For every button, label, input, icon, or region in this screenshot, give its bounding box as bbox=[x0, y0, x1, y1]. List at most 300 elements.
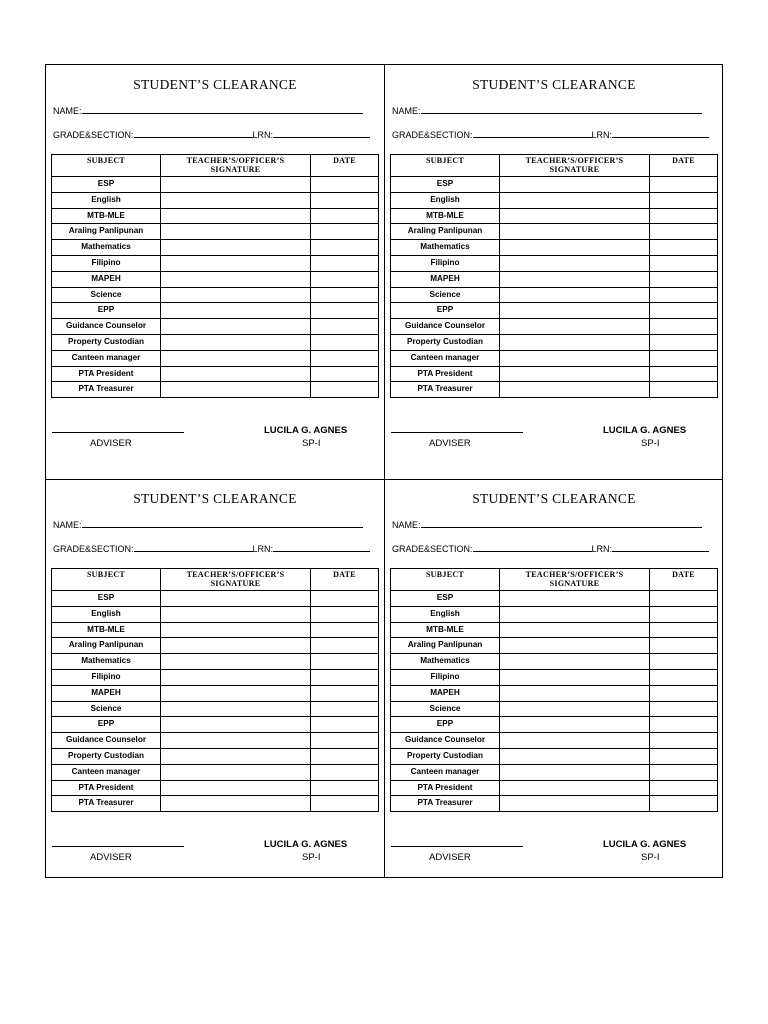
signature-cell[interactable] bbox=[500, 350, 650, 366]
signature-header: TEACHER’S/OFFICER’S SIGNATURE bbox=[500, 569, 650, 591]
date-header: DATE bbox=[650, 569, 718, 591]
subject-cell: Science bbox=[52, 701, 161, 717]
clearance-card bbox=[385, 65, 723, 479]
table-row bbox=[391, 748, 718, 764]
signature-cell[interactable] bbox=[500, 717, 650, 733]
subject-cell: Science bbox=[391, 701, 500, 717]
signatory-title: SP-I bbox=[641, 852, 660, 863]
date-cell[interactable] bbox=[311, 717, 379, 733]
table-row bbox=[52, 208, 379, 224]
adviser-signature-line[interactable] bbox=[52, 846, 184, 847]
table-row bbox=[52, 287, 379, 303]
date-cell[interactable] bbox=[311, 638, 379, 654]
clearance-card bbox=[46, 479, 384, 893]
table-row bbox=[391, 764, 718, 780]
adviser-signature-line[interactable] bbox=[52, 432, 184, 433]
signature-cell[interactable] bbox=[500, 271, 650, 287]
table-row bbox=[391, 606, 718, 622]
date-cell[interactable] bbox=[311, 701, 379, 717]
table-row bbox=[391, 780, 718, 796]
table-row bbox=[391, 733, 718, 749]
clearance-card bbox=[385, 479, 723, 893]
date-cell[interactable] bbox=[650, 177, 718, 193]
table-row bbox=[52, 350, 379, 366]
signature-cell[interactable] bbox=[161, 287, 311, 303]
table-row bbox=[391, 177, 718, 193]
date-cell[interactable] bbox=[311, 319, 379, 335]
date-cell[interactable] bbox=[311, 733, 379, 749]
table-row bbox=[52, 622, 379, 638]
signature-cell[interactable] bbox=[500, 303, 650, 319]
grade-section-field[interactable] bbox=[53, 543, 370, 554]
table-row bbox=[52, 224, 379, 240]
signature-cell[interactable] bbox=[500, 701, 650, 717]
grade-section-field[interactable] bbox=[392, 129, 709, 140]
table-row bbox=[52, 733, 379, 749]
subject-cell: Guidance Counselor bbox=[52, 733, 161, 749]
subject-cell: Property Custodian bbox=[391, 748, 500, 764]
subject-cell: English bbox=[391, 192, 500, 208]
subject-cell: Araling Panlipunan bbox=[52, 224, 161, 240]
subject-cell: PTA Treasurer bbox=[52, 382, 161, 398]
subject-cell: MTB-MLE bbox=[52, 622, 161, 638]
date-cell[interactable] bbox=[311, 224, 379, 240]
table-row bbox=[52, 796, 379, 812]
lrn-line[interactable] bbox=[612, 543, 709, 552]
subject-cell: English bbox=[52, 606, 161, 622]
signature-cell[interactable] bbox=[161, 303, 311, 319]
date-cell[interactable] bbox=[311, 669, 379, 685]
signature-cell[interactable] bbox=[161, 319, 311, 335]
date-cell[interactable] bbox=[311, 654, 379, 670]
signature-cell[interactable] bbox=[500, 669, 650, 685]
name-line[interactable] bbox=[82, 519, 363, 528]
date-cell[interactable] bbox=[311, 622, 379, 638]
signature-cell[interactable] bbox=[161, 208, 311, 224]
date-header: DATE bbox=[311, 569, 379, 591]
signature-cell[interactable] bbox=[161, 733, 311, 749]
date-cell[interactable] bbox=[311, 748, 379, 764]
signature-cell[interactable] bbox=[161, 382, 311, 398]
table-row bbox=[52, 271, 379, 287]
date-cell[interactable] bbox=[650, 591, 718, 607]
signatory-title: SP-I bbox=[302, 852, 321, 863]
name-field[interactable] bbox=[53, 519, 363, 530]
card-title: STUDENT’S CLEARANCE bbox=[472, 491, 636, 506]
subject-header: SUBJECT bbox=[391, 569, 500, 591]
subject-cell: Filipino bbox=[52, 255, 161, 271]
signature-cell[interactable] bbox=[161, 271, 311, 287]
subject-cell: PTA Treasurer bbox=[391, 796, 500, 812]
grade-section-field[interactable] bbox=[53, 129, 370, 140]
table-row bbox=[391, 685, 718, 701]
subject-cell: English bbox=[52, 192, 161, 208]
date-cell[interactable] bbox=[311, 208, 379, 224]
table-row bbox=[52, 382, 379, 398]
table-header-row bbox=[52, 155, 379, 177]
date-cell[interactable] bbox=[650, 208, 718, 224]
subject-cell: Filipino bbox=[391, 669, 500, 685]
name-label: NAME: bbox=[53, 520, 82, 530]
subject-cell: Canteen manager bbox=[391, 350, 500, 366]
signature-cell[interactable] bbox=[500, 733, 650, 749]
subject-cell: PTA Treasurer bbox=[52, 796, 161, 812]
date-cell[interactable] bbox=[311, 382, 379, 398]
signature-cell[interactable] bbox=[161, 654, 311, 670]
signature-cell[interactable] bbox=[500, 319, 650, 335]
signature-cell[interactable] bbox=[161, 717, 311, 733]
subject-cell: MTB-MLE bbox=[391, 622, 500, 638]
clearance-table bbox=[390, 568, 718, 812]
table-row bbox=[52, 685, 379, 701]
table-row bbox=[391, 669, 718, 685]
grade-section-label: GRADE&SECTION: bbox=[392, 130, 473, 140]
card-title: STUDENT’S CLEARANCE bbox=[133, 77, 297, 92]
lrn-line[interactable] bbox=[273, 543, 370, 552]
adviser-label: ADVISER bbox=[429, 852, 471, 863]
grade-section-field[interactable] bbox=[392, 543, 709, 554]
subject-cell: Canteen manager bbox=[52, 764, 161, 780]
table-row bbox=[391, 638, 718, 654]
date-cell[interactable] bbox=[650, 638, 718, 654]
subject-cell: Mathematics bbox=[52, 654, 161, 670]
date-cell[interactable] bbox=[650, 764, 718, 780]
signature-cell[interactable] bbox=[500, 208, 650, 224]
signature-cell[interactable] bbox=[161, 177, 311, 193]
signature-cell[interactable] bbox=[500, 748, 650, 764]
table-row bbox=[52, 701, 379, 717]
subject-cell: Mathematics bbox=[391, 654, 500, 670]
date-cell[interactable] bbox=[311, 780, 379, 796]
date-cell[interactable] bbox=[650, 622, 718, 638]
subject-cell: EPP bbox=[52, 717, 161, 733]
table-row bbox=[391, 287, 718, 303]
signature-cell[interactable] bbox=[500, 382, 650, 398]
lrn-label: LRN: bbox=[252, 130, 274, 140]
date-cell[interactable] bbox=[311, 192, 379, 208]
signature-cell[interactable] bbox=[500, 177, 650, 193]
table-row bbox=[391, 255, 718, 271]
signature-cell[interactable] bbox=[161, 669, 311, 685]
grade-section-line[interactable] bbox=[134, 129, 253, 138]
table-row bbox=[391, 382, 718, 398]
subject-cell: ESP bbox=[391, 177, 500, 193]
grade-section-label: GRADE&SECTION: bbox=[392, 544, 473, 554]
name-label: NAME: bbox=[53, 106, 82, 116]
date-cell[interactable] bbox=[650, 733, 718, 749]
date-cell[interactable] bbox=[311, 255, 379, 271]
name-label: NAME: bbox=[392, 520, 421, 530]
signature-cell[interactable] bbox=[161, 764, 311, 780]
signature-cell[interactable] bbox=[500, 255, 650, 271]
table-row bbox=[52, 240, 379, 256]
subject-cell: Science bbox=[391, 287, 500, 303]
date-cell[interactable] bbox=[650, 382, 718, 398]
date-header: DATE bbox=[311, 155, 379, 177]
subject-cell: Guidance Counselor bbox=[391, 319, 500, 335]
signatory-name: LUCILA G. AGNES bbox=[264, 425, 348, 436]
signature-header: TEACHER’S/OFFICER’S SIGNATURE bbox=[500, 155, 650, 177]
subject-cell: Property Custodian bbox=[52, 334, 161, 350]
table-row bbox=[391, 701, 718, 717]
date-cell[interactable] bbox=[311, 303, 379, 319]
table-row bbox=[52, 334, 379, 350]
date-cell[interactable] bbox=[311, 796, 379, 812]
subject-cell: EPP bbox=[391, 303, 500, 319]
date-cell[interactable] bbox=[311, 350, 379, 366]
date-cell[interactable] bbox=[650, 717, 718, 733]
date-cell[interactable] bbox=[650, 224, 718, 240]
name-line[interactable] bbox=[421, 519, 702, 528]
clearance-table bbox=[390, 154, 718, 398]
date-cell[interactable] bbox=[650, 303, 718, 319]
signature-header: TEACHER’S/OFFICER’S SIGNATURE bbox=[161, 155, 311, 177]
table-row bbox=[52, 717, 379, 733]
adviser-label: ADVISER bbox=[429, 438, 471, 449]
signature-cell[interactable] bbox=[500, 192, 650, 208]
date-cell[interactable] bbox=[650, 287, 718, 303]
subject-cell: PTA President bbox=[391, 366, 500, 382]
subject-cell: ESP bbox=[52, 177, 161, 193]
subject-cell: ESP bbox=[391, 591, 500, 607]
grade-section-line[interactable] bbox=[134, 543, 253, 552]
table-row bbox=[52, 669, 379, 685]
signature-cell[interactable] bbox=[500, 224, 650, 240]
table-row bbox=[391, 796, 718, 812]
signature-cell[interactable] bbox=[161, 780, 311, 796]
subject-cell: EPP bbox=[391, 717, 500, 733]
date-cell[interactable] bbox=[311, 287, 379, 303]
date-cell[interactable] bbox=[650, 701, 718, 717]
clearance-table bbox=[51, 568, 379, 812]
date-cell[interactable] bbox=[311, 685, 379, 701]
date-cell[interactable] bbox=[650, 255, 718, 271]
table-row bbox=[391, 240, 718, 256]
table-row bbox=[391, 208, 718, 224]
subject-cell: Guidance Counselor bbox=[52, 319, 161, 335]
table-row bbox=[391, 366, 718, 382]
signature-cell[interactable] bbox=[161, 701, 311, 717]
signature-cell[interactable] bbox=[161, 606, 311, 622]
table-row bbox=[391, 303, 718, 319]
signature-cell[interactable] bbox=[161, 240, 311, 256]
signature-cell[interactable] bbox=[161, 591, 311, 607]
signatory-title: SP-I bbox=[302, 438, 321, 449]
signature-cell[interactable] bbox=[500, 606, 650, 622]
subject-cell: MAPEH bbox=[52, 271, 161, 287]
table-row bbox=[391, 622, 718, 638]
table-row bbox=[391, 350, 718, 366]
date-cell[interactable] bbox=[650, 192, 718, 208]
table-header-row bbox=[391, 155, 718, 177]
subject-cell: Canteen manager bbox=[52, 350, 161, 366]
subject-cell: Araling Panlipunan bbox=[52, 638, 161, 654]
table-row bbox=[52, 255, 379, 271]
subject-cell: MAPEH bbox=[391, 685, 500, 701]
adviser-signature-line[interactable] bbox=[391, 846, 523, 847]
signature-cell[interactable] bbox=[500, 685, 650, 701]
subject-cell: MAPEH bbox=[52, 685, 161, 701]
signature-cell[interactable] bbox=[500, 591, 650, 607]
table-row bbox=[391, 192, 718, 208]
signature-cell[interactable] bbox=[161, 638, 311, 654]
signature-cell[interactable] bbox=[500, 366, 650, 382]
grade-section-label: GRADE&SECTION: bbox=[53, 544, 134, 554]
date-cell[interactable] bbox=[650, 240, 718, 256]
subject-cell: MAPEH bbox=[391, 271, 500, 287]
table-row bbox=[52, 319, 379, 335]
subject-cell: Property Custodian bbox=[52, 748, 161, 764]
table-row bbox=[52, 748, 379, 764]
subject-cell: MTB-MLE bbox=[52, 208, 161, 224]
date-cell[interactable] bbox=[650, 654, 718, 670]
adviser-signature-line[interactable] bbox=[391, 432, 523, 433]
date-cell[interactable] bbox=[650, 319, 718, 335]
signature-cell[interactable] bbox=[161, 350, 311, 366]
name-line[interactable] bbox=[82, 105, 363, 114]
date-cell[interactable] bbox=[650, 350, 718, 366]
date-cell[interactable] bbox=[311, 334, 379, 350]
table-row bbox=[52, 764, 379, 780]
table-row bbox=[391, 654, 718, 670]
table-header-row bbox=[391, 569, 718, 591]
signature-cell[interactable] bbox=[500, 287, 650, 303]
subject-cell: MTB-MLE bbox=[391, 208, 500, 224]
table-row bbox=[52, 303, 379, 319]
subject-cell: Guidance Counselor bbox=[391, 733, 500, 749]
clearance-card bbox=[46, 65, 384, 479]
date-cell[interactable] bbox=[650, 685, 718, 701]
lrn-label: LRN: bbox=[591, 544, 613, 554]
signature-cell[interactable] bbox=[500, 780, 650, 796]
subject-header: SUBJECT bbox=[391, 155, 500, 177]
subject-cell: ESP bbox=[52, 591, 161, 607]
subject-cell: PTA President bbox=[52, 366, 161, 382]
table-row bbox=[391, 224, 718, 240]
name-field[interactable] bbox=[392, 519, 702, 530]
clearance-table bbox=[51, 154, 379, 398]
table-row bbox=[52, 177, 379, 193]
table-row bbox=[52, 654, 379, 670]
subject-cell: Canteen manager bbox=[391, 764, 500, 780]
table-row bbox=[391, 717, 718, 733]
date-cell[interactable] bbox=[650, 366, 718, 382]
subject-cell: PTA President bbox=[391, 780, 500, 796]
date-cell[interactable] bbox=[311, 366, 379, 382]
table-row bbox=[391, 591, 718, 607]
subject-header: SUBJECT bbox=[52, 569, 161, 591]
signatory-name: LUCILA G. AGNES bbox=[264, 839, 348, 850]
signature-cell[interactable] bbox=[161, 796, 311, 812]
subject-cell: Mathematics bbox=[52, 240, 161, 256]
subject-cell: Mathematics bbox=[391, 240, 500, 256]
name-field[interactable] bbox=[392, 105, 702, 116]
table-header-row bbox=[52, 569, 379, 591]
date-cell[interactable] bbox=[650, 780, 718, 796]
subject-cell: PTA President bbox=[52, 780, 161, 796]
signatory-name: LUCILA G. AGNES bbox=[603, 425, 687, 436]
card-title: STUDENT’S CLEARANCE bbox=[472, 77, 636, 92]
name-line[interactable] bbox=[421, 105, 702, 114]
signatory-title: SP-I bbox=[641, 438, 660, 449]
signature-cell[interactable] bbox=[500, 654, 650, 670]
table-row bbox=[391, 319, 718, 335]
lrn-line[interactable] bbox=[612, 129, 709, 138]
subject-cell: PTA Treasurer bbox=[391, 382, 500, 398]
signature-cell[interactable] bbox=[500, 334, 650, 350]
signature-cell[interactable] bbox=[500, 240, 650, 256]
subject-cell: English bbox=[391, 606, 500, 622]
date-cell[interactable] bbox=[650, 334, 718, 350]
date-header: DATE bbox=[650, 155, 718, 177]
adviser-label: ADVISER bbox=[90, 852, 132, 863]
name-field[interactable] bbox=[53, 105, 363, 116]
signature-cell[interactable] bbox=[161, 255, 311, 271]
date-cell[interactable] bbox=[311, 240, 379, 256]
signature-cell[interactable] bbox=[161, 224, 311, 240]
subject-cell: Araling Panlipunan bbox=[391, 638, 500, 654]
date-cell[interactable] bbox=[311, 271, 379, 287]
signature-cell[interactable] bbox=[161, 622, 311, 638]
lrn-label: LRN: bbox=[252, 544, 274, 554]
signature-cell[interactable] bbox=[500, 796, 650, 812]
lrn-line[interactable] bbox=[273, 129, 370, 138]
date-cell[interactable] bbox=[311, 591, 379, 607]
date-cell[interactable] bbox=[650, 748, 718, 764]
signature-cell[interactable] bbox=[161, 192, 311, 208]
table-row bbox=[52, 366, 379, 382]
subject-cell: Property Custodian bbox=[391, 334, 500, 350]
subject-header: SUBJECT bbox=[52, 155, 161, 177]
signature-cell[interactable] bbox=[161, 685, 311, 701]
table-row bbox=[52, 591, 379, 607]
signature-cell[interactable] bbox=[500, 764, 650, 780]
signature-cell[interactable] bbox=[161, 366, 311, 382]
table-row bbox=[52, 638, 379, 654]
lrn-label: LRN: bbox=[591, 130, 613, 140]
date-cell[interactable] bbox=[650, 606, 718, 622]
subject-cell: Araling Panlipunan bbox=[391, 224, 500, 240]
signature-cell[interactable] bbox=[500, 622, 650, 638]
signature-header: TEACHER’S/OFFICER’S SIGNATURE bbox=[161, 569, 311, 591]
table-row bbox=[52, 780, 379, 796]
signatory-name: LUCILA G. AGNES bbox=[603, 839, 687, 850]
table-row bbox=[391, 334, 718, 350]
date-cell[interactable] bbox=[311, 764, 379, 780]
table-row bbox=[391, 271, 718, 287]
card-title: STUDENT’S CLEARANCE bbox=[133, 491, 297, 506]
date-cell[interactable] bbox=[311, 177, 379, 193]
signature-cell[interactable] bbox=[161, 748, 311, 764]
adviser-label: ADVISER bbox=[90, 438, 132, 449]
grade-section-line[interactable] bbox=[473, 543, 592, 552]
grade-section-line[interactable] bbox=[473, 129, 592, 138]
signature-cell[interactable] bbox=[161, 334, 311, 350]
subject-cell: EPP bbox=[52, 303, 161, 319]
name-label: NAME: bbox=[392, 106, 421, 116]
date-cell[interactable] bbox=[650, 669, 718, 685]
signature-cell[interactable] bbox=[500, 638, 650, 654]
subject-cell: Filipino bbox=[391, 255, 500, 271]
date-cell[interactable] bbox=[650, 271, 718, 287]
date-cell[interactable] bbox=[650, 796, 718, 812]
subject-cell: Filipino bbox=[52, 669, 161, 685]
grade-section-label: GRADE&SECTION: bbox=[53, 130, 134, 140]
table-row bbox=[52, 606, 379, 622]
subject-cell: Science bbox=[52, 287, 161, 303]
table-row bbox=[52, 192, 379, 208]
date-cell[interactable] bbox=[311, 606, 379, 622]
